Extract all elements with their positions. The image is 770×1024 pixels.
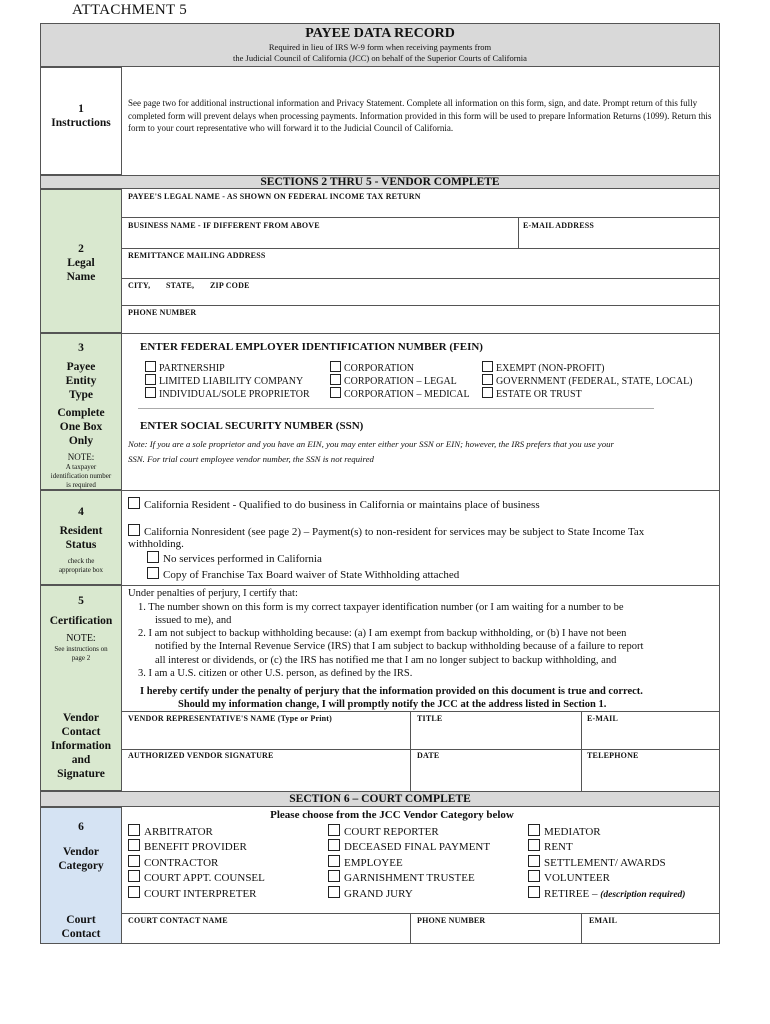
corp-medical-option[interactable] (330, 387, 470, 400)
corporation-label: CORPORATION (344, 363, 415, 374)
vendor-email-field[interactable] (583, 724, 718, 748)
category-court-reporter[interactable] (328, 824, 439, 838)
category-court-appt-counsel[interactable] (128, 870, 265, 884)
copy-ftb-checkbox[interactable] (147, 567, 159, 579)
section-2-name-1: Legal (67, 257, 95, 269)
mediator-label: MEDIATOR (544, 826, 601, 838)
vendor-contact-2: Contact (61, 726, 101, 738)
section-3-name-2: Entity (65, 375, 97, 387)
corporation-option[interactable] (330, 361, 414, 374)
employee-label: EMPLOYEE (344, 857, 403, 869)
row-divider (122, 248, 720, 249)
court-interpreter-checkbox[interactable] (128, 886, 140, 898)
remittance-address-label: REMITTANCE MAILING ADDRESS (128, 251, 266, 260)
category-volunteer[interactable] (528, 870, 610, 884)
fein-title: ENTER FEDERAL EMPLOYER IDENTIFICATION NUMBER (FEIN) (140, 341, 483, 353)
court-contact-1: Court (66, 914, 96, 926)
column-divider (410, 913, 411, 944)
section-3-name-3: Type (68, 389, 94, 401)
category-retiree[interactable] (528, 886, 685, 900)
court-complete-band (40, 791, 720, 807)
court-email-field[interactable] (583, 926, 718, 943)
government-option[interactable] (482, 374, 693, 387)
grand-jury-label: GRAND JURY (344, 888, 413, 900)
category-settlement-awards[interactable] (528, 855, 666, 869)
section-3-note-sub-3: is required (66, 481, 96, 489)
column-divider (581, 913, 582, 944)
certify-statement-1: I hereby certify under the penalty of perjury that the information provided on this document is true and correct. (140, 686, 643, 697)
category-grand-jury[interactable] (328, 886, 413, 900)
individual-option[interactable] (145, 387, 310, 400)
ssn-title: ENTER SOCIAL SECURITY NUMBER (SSN) (140, 420, 364, 432)
business-name-field[interactable] (123, 231, 515, 247)
certify-statement-2: Should my information change, I will promptly notify the JCC at the address listed in Section 1. (178, 699, 607, 710)
benefit-provider-checkbox[interactable] (128, 839, 140, 851)
zip-code-label: ZIP CODE (210, 281, 250, 290)
volunteer-label: VOLUNTEER (544, 872, 610, 884)
fein-ssn-divider (138, 408, 654, 409)
vendor-rep-name-label: VENDOR REPRESENTATIVE'S NAME (Type or Print) (128, 714, 332, 723)
garnishment-trustee-label: GARNISHMENT TRUSTEE (344, 872, 475, 884)
legal-name-label: PAYEE'S LEGAL NAME - AS SHOWN ON FEDERAL INCOME TAX RETURN (128, 192, 421, 201)
exempt-label: EXEMPT (NON-PROFIT) (496, 363, 605, 374)
estate-checkbox[interactable] (482, 387, 493, 398)
complete-one-box-1: Complete (57, 407, 105, 419)
complete-one-box-2: One Box (59, 421, 103, 433)
vendor-title-field[interactable] (412, 724, 578, 748)
category-court-interpreter[interactable] (128, 886, 257, 900)
section-divider (40, 333, 720, 334)
section-4-name-1: Resident (59, 525, 103, 537)
california-nonresident-label: California Nonresident (see page 2) – Payment(s) to non-resident for services may be subject to State Income Tax (144, 526, 645, 538)
column-divider (410, 711, 411, 791)
court-reporter-checkbox[interactable] (328, 824, 340, 836)
no-services-checkbox[interactable] (147, 551, 159, 563)
no-services-option[interactable] (147, 551, 322, 565)
court-appt-counsel-checkbox[interactable] (128, 870, 140, 882)
email-address-field[interactable] (520, 231, 718, 247)
section-6-number: 6 (78, 821, 84, 833)
section-6-name-1: Vendor (63, 846, 99, 858)
attachment-label: ATTACHMENT 5 (72, 2, 188, 18)
row-divider (122, 711, 720, 712)
form-subtitle-1: Required in lieu of IRS W-9 form when receiving payments from (268, 42, 492, 52)
deceased-final-payment-checkbox[interactable] (328, 839, 340, 851)
certify-item-2b: notified by the Internal Revenue Service (IRS) that I am subject to backup withholding because of a failure to report (155, 641, 644, 652)
certify-item-2c: all interest or dividends, or (c) the IRS has notified me that I am no longer subject to backup withholding, and (155, 655, 617, 666)
row-divider (122, 278, 720, 279)
perjury-intro: Under penalties of perjury, I certify that: (128, 588, 298, 599)
business-name-label: BUSINESS NAME - IF DIFFERENT FROM ABOVE (128, 221, 320, 230)
retiree-description-note: (description required) (600, 890, 686, 900)
vendor-email-label: E-MAIL (587, 714, 618, 723)
section-3-note: NOTE: (67, 452, 95, 462)
court-interpreter-label: COURT INTERPRETER (144, 888, 257, 900)
garnishment-trustee-checkbox[interactable] (328, 870, 340, 882)
section-3-number: 3 (78, 342, 84, 354)
arbitrator-checkbox[interactable] (128, 824, 140, 836)
corporation-checkbox[interactable] (330, 361, 341, 372)
certify-item-1b: issued to me), and (155, 615, 232, 626)
form-title: PAYEE DATA RECORD (305, 26, 455, 41)
vendor-date-field[interactable] (412, 761, 578, 790)
volunteer-checkbox[interactable] (528, 870, 540, 882)
partnership-option[interactable] (145, 361, 225, 374)
section-4-name-2: Status (65, 539, 97, 551)
court-phone-label: PHONE NUMBER (417, 916, 486, 925)
vendor-contact-1: Vendor (63, 712, 99, 724)
category-contractor[interactable] (128, 855, 218, 869)
phone-number-label: PHONE NUMBER (128, 308, 197, 317)
header-band (40, 23, 720, 67)
category-employee[interactable] (328, 855, 403, 869)
retiree-checkbox[interactable] (528, 886, 540, 898)
section-5-name: Certification (49, 615, 113, 627)
llc-option[interactable] (145, 374, 303, 387)
check-box-note-2: appropriate box (58, 566, 104, 574)
category-benefit-provider[interactable] (128, 839, 247, 853)
column-divider (518, 217, 519, 248)
copy-ftb-label: Copy of Franchise Tax Board waiver of State Withholding attached (163, 569, 460, 581)
corp-legal-checkbox[interactable] (330, 374, 341, 385)
exempt-checkbox[interactable] (482, 361, 493, 372)
benefit-provider-label: BENEFIT PROVIDER (144, 841, 247, 853)
estate-option[interactable] (482, 387, 582, 400)
government-checkbox[interactable] (482, 374, 493, 385)
certify-item-2a: 2. I am not subject to backup withholding because: (a) I am exempt from backup withholding, or (b) I have not been (138, 628, 627, 639)
llc-checkbox[interactable] (145, 374, 156, 385)
california-resident-checkbox[interactable] (128, 497, 140, 509)
vendor-contact-4: and (71, 754, 91, 766)
vendor-contact-5: Signature (57, 768, 105, 780)
california-resident-label: California Resident - Qualified to do business in California or maintains place of business (144, 499, 540, 511)
row-divider (122, 217, 720, 218)
corp-medical-checkbox[interactable] (330, 387, 341, 398)
complete-one-box-3: Only (68, 435, 94, 447)
vendor-title-label: TITLE (417, 714, 443, 723)
exempt-option[interactable] (482, 361, 604, 374)
rent-checkbox[interactable] (528, 839, 540, 851)
deceased-final-payment-label: DECEASED FINAL PAYMENT (344, 841, 491, 853)
section-1-name: Instructions (51, 117, 111, 129)
authorized-signature-label: AUTHORIZED VENDOR SIGNATURE (128, 751, 274, 760)
row-divider (122, 305, 720, 306)
corp-legal-option[interactable] (330, 374, 457, 387)
ssn-note-1: Note: If you are a sole proprietor and you have an EIN, you may enter either your SSN or EIN; however, the IRS prefers that you use your (128, 439, 614, 449)
vendor-contact-3: Information (50, 740, 112, 752)
court-reporter-label: COURT REPORTER (344, 826, 439, 838)
employee-checkbox[interactable] (328, 855, 340, 867)
section-3-name-1: Payee (66, 361, 96, 373)
section-5-number: 5 (78, 595, 84, 607)
corp-legal-label: CORPORATION – LEGAL (344, 376, 457, 387)
section-6-name-2: Category (58, 860, 104, 872)
legal-name-field[interactable] (123, 202, 718, 216)
partnership-label: PARTNERSHIP (159, 363, 225, 374)
court-phone-field[interactable] (412, 926, 578, 943)
certify-item-1a: 1. The number shown on this form is my correct taxpayer identification number (or I am waiting for a number to be (138, 602, 624, 613)
vendor-complete-band (40, 175, 720, 189)
row-divider (122, 913, 720, 914)
estate-label: ESTATE OR TRUST (496, 389, 582, 400)
individual-checkbox[interactable] (145, 387, 156, 398)
form-subtitle-2: the Judicial Council of California (JCC) on behalf of the Superior Courts of California (233, 53, 527, 63)
section-5-note-sub-1: See instructions on (54, 645, 108, 653)
row-divider (122, 749, 720, 750)
remittance-address-field[interactable] (123, 261, 718, 277)
category-deceased-final-payment[interactable] (328, 839, 490, 853)
city-state-zip-field[interactable] (123, 291, 718, 305)
california-resident-option[interactable] (128, 497, 540, 511)
section-divider (40, 585, 720, 586)
california-nonresident-checkbox[interactable] (128, 524, 140, 536)
vendor-date-label: DATE (417, 751, 440, 760)
certify-item-3: 3. I am a U.S. citizen or other U.S. person, as defined by the IRS. (138, 668, 413, 679)
court-contact-name-field[interactable] (123, 926, 408, 943)
state-label: STATE, (166, 281, 195, 290)
rent-label: RENT (544, 841, 573, 853)
category-arbitrator[interactable] (128, 824, 213, 838)
column-divider (581, 711, 582, 791)
arbitrator-label: ARBITRATOR (144, 826, 213, 838)
mediator-checkbox[interactable] (528, 824, 540, 836)
vendor-complete-title: SECTIONS 2 THRU 5 - VENDOR COMPLETE (260, 176, 500, 188)
section-3-note-sub-2: identification number (50, 472, 112, 480)
government-label: GOVERNMENT (FEDERAL, STATE, LOCAL) (496, 376, 693, 387)
contractor-checkbox[interactable] (128, 855, 140, 867)
corp-medical-label: CORPORATION – MEDICAL (344, 389, 470, 400)
settlement-awards-checkbox[interactable] (528, 855, 540, 867)
partnership-checkbox[interactable] (145, 361, 156, 372)
contractor-label: CONTRACTOR (144, 857, 219, 869)
section-5-note: NOTE: (66, 633, 96, 644)
section-2-number: 2 (78, 243, 84, 255)
no-services-label: No services performed in California (163, 553, 322, 565)
category-garnishment-trustee[interactable] (328, 870, 475, 884)
court-contact-name-label: COURT CONTACT NAME (128, 916, 228, 925)
section-divider (40, 490, 720, 491)
ssn-note-2: SSN. For trial court employee vendor number, the SSN is not required (128, 454, 374, 464)
email-address-label: E-MAIL ADDRESS (523, 221, 595, 230)
court-email-label: EMAIL (589, 916, 618, 925)
instructions-text: See page two for additional instructional information and Privacy Statement. Complete all information on this form, sign, and date. Prompt return of this fully completed form will prevent delays when processing payments. Information provided in this form will be used to prepare Information Returns (1099). Return this form to your court representative who will forward it to the Judicial Council of California. (128, 98, 712, 133)
california-nonresident-option[interactable] (128, 524, 644, 538)
retiree-label: RETIREE – (544, 888, 601, 900)
city-label: CITY, (128, 281, 151, 290)
phone-number-field[interactable] (123, 318, 718, 332)
copy-ftb-option[interactable] (147, 567, 459, 581)
vendor-rep-name-field[interactable] (123, 724, 408, 748)
court-appt-counsel-label: COURT APPT. COUNSEL (144, 872, 265, 884)
settlement-awards-label: SETTLEMENT/ AWARDS (544, 857, 666, 869)
vendor-telephone-field[interactable] (583, 761, 718, 790)
category-rent[interactable] (528, 839, 573, 853)
authorized-signature-field[interactable] (123, 761, 408, 790)
llc-label: LIMITED LIABILITY COMPANY (159, 376, 304, 387)
section-1-number: 1 (78, 103, 84, 115)
vendor-telephone-label: TELEPHONE (587, 751, 639, 760)
section-2-name-2: Name (66, 271, 96, 283)
category-mediator[interactable] (528, 824, 601, 838)
vendor-category-prompt: Please choose from the JCC Vendor Category below (270, 809, 514, 821)
individual-label: INDIVIDUAL/SOLE PROPRIETOR (159, 389, 310, 400)
check-box-note-1: check the (67, 557, 95, 565)
court-contact-2: Contact (61, 928, 101, 940)
grand-jury-checkbox[interactable] (328, 886, 340, 898)
section-4-number: 4 (78, 506, 84, 518)
section-5-note-sub-2: page 2 (71, 654, 91, 662)
court-complete-title: SECTION 6 – COURT COMPLETE (289, 793, 471, 805)
nonresident-continued: withholding. (128, 538, 184, 550)
section-3-note-sub-1: A taxpayer (65, 463, 97, 471)
